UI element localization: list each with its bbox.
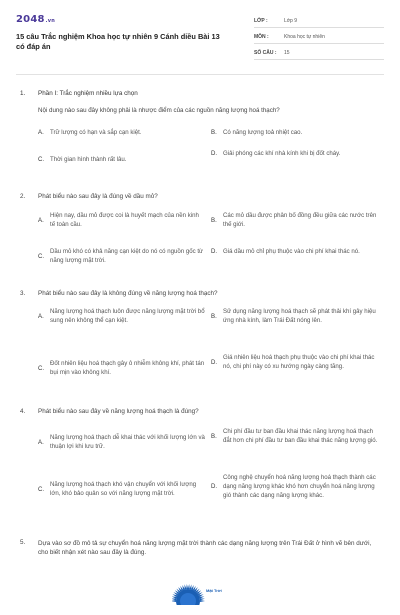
q1-option-a[interactable] — [38, 129, 208, 138]
option-text: Đốt nhiên liệu hoá thạch gây ô nhiễm không khí, phát tán bụi mịn vào không khí. — [50, 360, 205, 376]
option-letter: C. — [38, 485, 45, 493]
option-letter: C. — [38, 156, 45, 164]
q4-option-c[interactable] — [38, 481, 208, 499]
meta-count — [254, 47, 384, 60]
option-text: Năng lượng hoá thạch dễ khai thác với khối lượng lớn và thuận lợi khi lưu trữ. — [50, 434, 205, 450]
option-letter: B. — [211, 432, 217, 440]
q3-option-a[interactable] — [38, 308, 208, 326]
q2-option-d[interactable] — [211, 248, 379, 257]
q4-option-b[interactable] — [211, 428, 381, 446]
option-letter: B. — [211, 129, 217, 137]
option-text: Chi phí đầu tư ban đầu khai thác năng lượng hoá thạch đắt hơn chi phí đầu tư ban đầu khai thác năng lượng gió. — [223, 428, 378, 444]
sun-ray — [199, 596, 204, 598]
option-letter: A. — [38, 312, 44, 320]
option-text: Sử dụng năng lượng hoá thạch sẽ phát thải khí gây hiệu ứng nhà kính, làm Trái Đất nóng lên. — [223, 308, 376, 324]
sun-icon — [172, 575, 232, 605]
option-text: Năng lượng hoá thạch luôn được năng lượng mặt trời bổ sung nên không thể cạn kiệt. — [50, 308, 205, 324]
meta-subject — [254, 31, 384, 44]
document-meta — [254, 15, 384, 63]
logo-text: 2048 — [16, 14, 45, 25]
question-4 — [20, 408, 380, 417]
option-letter: D. — [211, 358, 218, 366]
question-text: Dựa vào sơ đồ mô tả sự chuyển hoá năng lượng mặt trời thành các dạng năng lượng trên Trái Đất ở hình vẽ bên dưới, cho biết nhận xét nào sau đây là đúng. — [38, 540, 372, 557]
option-letter: B. — [211, 216, 217, 224]
sun-label: Mặt Trời — [206, 588, 222, 593]
question-text: Phát biểu nào sau đây là không đúng về năng lượng hoá thạch? — [38, 290, 218, 297]
section-number: 1. — [20, 90, 26, 97]
sun-ray — [172, 596, 177, 598]
sun-ray — [200, 598, 205, 600]
q4-option-d[interactable] — [211, 474, 381, 500]
sun-diagram — [172, 575, 232, 615]
option-text: Giải phóng các khí nhà kính khi bị đốt cháy. — [223, 150, 341, 157]
sun-ray — [188, 584, 190, 589]
option-letter: A. — [38, 216, 44, 224]
question-number: 2. — [20, 193, 26, 200]
option-letter: B. — [211, 312, 217, 320]
q3-option-b[interactable] — [211, 308, 381, 326]
meta-value: Khoa học tự nhiên — [284, 33, 325, 40]
option-letter: C. — [38, 364, 45, 372]
option-text: Có năng lượng toả nhiệt cao. — [223, 129, 303, 136]
option-letter: A. — [38, 438, 44, 446]
option-text: Năng lượng hoá thạch khó vận chuyển với khối lượng lớn, khó bảo quản so với năng lượng mặt trời. — [50, 481, 197, 497]
option-text: Giá dầu mỏ chỉ phụ thuộc vào chi phí khai thác nó. — [223, 248, 360, 255]
q4-option-a[interactable] — [38, 434, 206, 452]
meta-value: Lớp 9 — [284, 17, 298, 24]
option-text: Trữ lượng có hạn và sắp cạn kiệt. — [50, 129, 142, 136]
page-header — [0, 0, 400, 66]
sun-ray — [200, 600, 205, 602]
q2-option-a[interactable] — [38, 212, 204, 230]
meta-key: SỐ CÂU : — [254, 49, 277, 56]
site-logo[interactable] — [16, 13, 55, 27]
option-text: Các mỏ dầu được phân bố đồng đều giữa các nước trên thế giới. — [223, 212, 377, 228]
document-title: 15 câu Trắc nghiệm Khoa học tự nhiên 9 Cánh diều Bài 13 có đáp án — [16, 32, 220, 51]
meta-value: 15 — [284, 49, 290, 56]
option-text: Công nghệ chuyển hoá năng lượng hoá thạch thành các dạng năng lượng khác khó hơn chuyển hoá năng lượng gió thành các dạng năng lượng khác. — [223, 474, 376, 499]
sun-ray — [186, 584, 188, 589]
question-5 — [20, 539, 380, 558]
question-2 — [20, 193, 380, 202]
q3-option-d[interactable] — [211, 354, 381, 372]
sun-ray — [172, 600, 176, 602]
option-letter: D. — [211, 150, 218, 158]
q2-option-c[interactable] — [38, 248, 206, 266]
q1-option-c[interactable] — [38, 156, 208, 165]
option-text: Dầu mỏ khó có khả năng cạn kiệt do nó có nguồn gốc từ năng lượng mặt trời. — [50, 248, 204, 264]
option-text: Hiện nay, dầu mỏ được coi là huyết mạch của nền kinh tế toàn cầu. — [50, 212, 199, 228]
question-number: 5. — [20, 539, 26, 546]
option-letter: D. — [211, 483, 218, 491]
meta-key: LỚP : — [254, 17, 268, 24]
question-number: 3. — [20, 290, 26, 297]
question-text: Phát biểu nào sau đây về năng lượng hoá thạch là đúng? — [38, 408, 199, 415]
sun-ray — [189, 584, 191, 589]
meta-class — [254, 15, 384, 28]
meta-key: MÔN : — [254, 33, 269, 40]
q3-option-c[interactable] — [38, 360, 208, 378]
option-letter: D. — [211, 248, 218, 256]
option-letter: C. — [38, 252, 45, 260]
q1-option-d[interactable] — [211, 150, 376, 159]
option-text: Thời gian hình thành rất lâu. — [50, 156, 127, 163]
question-1-text: Nội dung nào sau đây không phải là nhược điểm của các nguồn năng lượng hoá thạch? — [38, 107, 280, 114]
question-number: 4. — [20, 408, 26, 415]
section-title-text: Phần I: Trắc nghiệm nhiều lựa chọn — [38, 90, 138, 97]
q2-option-b[interactable] — [211, 212, 379, 230]
section-title — [20, 90, 138, 99]
option-letter: A. — [38, 129, 44, 137]
sun-ray — [185, 584, 187, 589]
question-3 — [20, 290, 380, 299]
header-divider — [16, 74, 384, 75]
logo-suffix: .vn — [45, 17, 55, 24]
sun-ray — [172, 598, 176, 600]
q1-option-b[interactable] — [211, 129, 381, 138]
question-text: Phát biểu nào sau đây là đúng về dầu mỏ? — [38, 193, 158, 200]
option-text: Giá nhiên liệu hoá thạch phụ thuộc vào chi phí khai thác nó, chi phí này có xu hướng ngày càng tăng. — [223, 354, 375, 370]
